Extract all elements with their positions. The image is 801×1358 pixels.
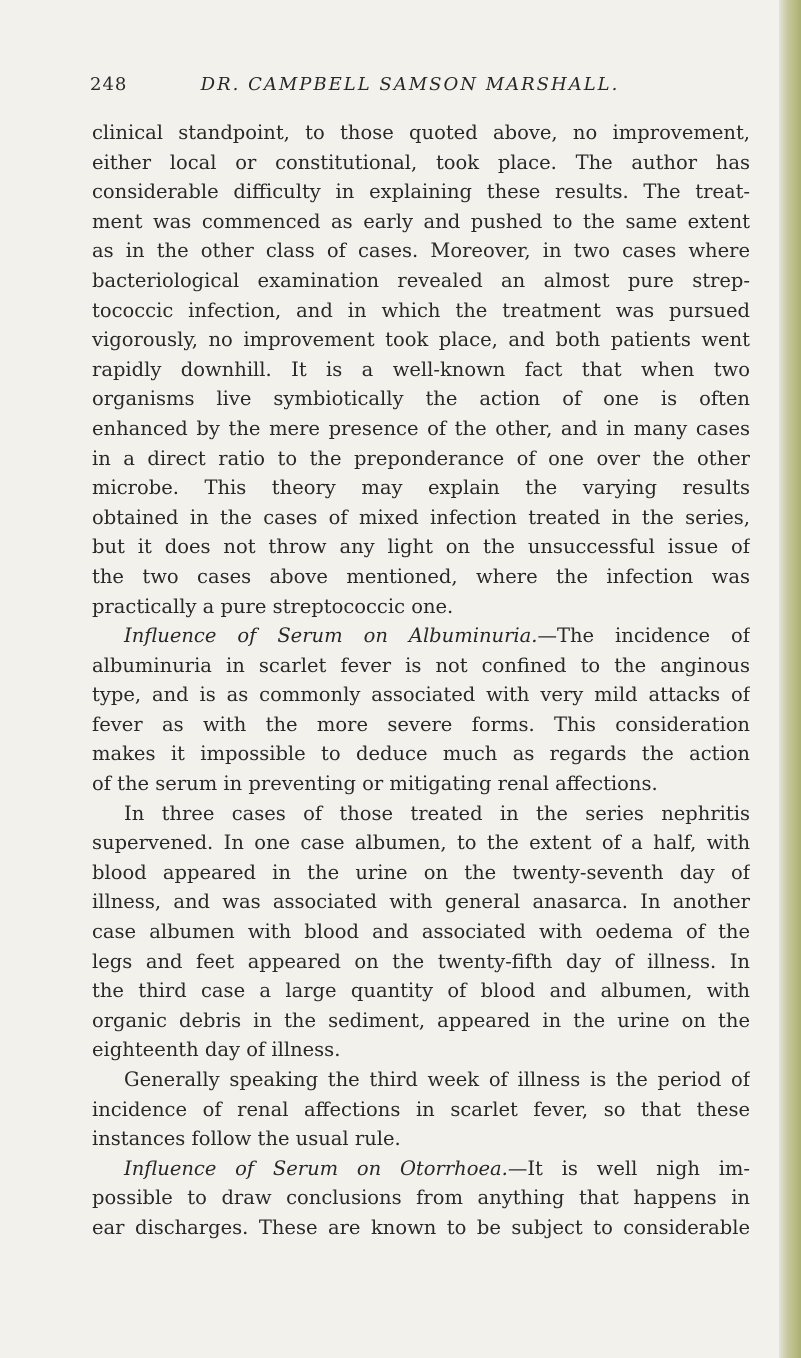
text-line: organisms live symbiotically the action of one is often <box>92 387 750 411</box>
text-fragment: —It is well nigh im- <box>507 1156 750 1180</box>
text-line: instances follow the usual rule. <box>92 1127 401 1151</box>
section-heading-line <box>92 621 750 651</box>
text-line: blood appeared in the urine on the twenty-seventh day of <box>92 860 750 884</box>
text-line: albuminuria in scarlet fever is not confined to the anginous <box>92 653 750 677</box>
text-fragment: —The incidence of <box>537 624 750 648</box>
text-line: incidence of renal affections in scarlet fever, so that these <box>92 1097 750 1121</box>
text-line: bacteriological examination revealed an almost pure strep- <box>92 268 750 292</box>
text-line: clinical standpoint, to those quoted above, no improvement, <box>92 121 750 144</box>
text-line: obtained in the cases of mixed infection treated in the series, <box>92 505 750 529</box>
text-line: Generally speaking the third week of illness is the period of <box>124 1068 750 1091</box>
text-line: makes it impossible to deduce much as regards the action <box>92 742 750 766</box>
text-line: vigorously, no improvement took place, and both patients went <box>92 328 750 352</box>
text-line: the two cases above mentioned, where the infection was <box>92 564 750 588</box>
text-line: in a direct ratio to the preponderance of one over the other <box>92 446 750 470</box>
text-line: tococcic infection, and in which the treatment was pursued <box>92 298 750 322</box>
text-line: practically a pure streptococcic one. <box>92 594 454 618</box>
text-line: organic debris in the sediment, appeared in the urine on the <box>92 1008 750 1032</box>
text-line: but it does not throw any light on the unsuccessful issue of <box>92 535 750 559</box>
body-text <box>92 118 750 1243</box>
text-line: either local or constitutional, took place. The author has <box>92 150 750 174</box>
text-line: rapidly downhill. It is a well-known fact that when two <box>92 357 750 381</box>
text-line: enhanced by the mere presence of the other, and in many cases <box>92 416 750 440</box>
text-line: microbe. This theory may explain the varying results <box>92 476 750 500</box>
text-line: legs and feet appeared on the twenty-fifth day of illness. In <box>92 949 750 973</box>
text-line: the third case a large quantity of blood and albumen, with <box>92 979 750 1003</box>
text-line: fever as with the more severe forms. This consideration <box>92 712 750 736</box>
running-head: DR. CAMPBELL SAMSON MARSHALL. <box>200 74 620 95</box>
text-line: ear discharges. These are known to be subject to considerable <box>92 1215 750 1239</box>
text-line: case albumen with blood and associated with oedema of the <box>92 920 750 944</box>
section-heading-otorrhoea: Influence of Serum on Otorrhoea. <box>124 1156 508 1180</box>
section-heading-line <box>92 1154 750 1184</box>
text-line: ment was commenced as early and pushed to the same extent <box>92 209 750 233</box>
text-line: type, and is as commonly associated with very mild attacks of <box>92 683 750 707</box>
text-line: illness, and was associated with general anasarca. In another <box>92 890 750 914</box>
section-heading-albuminuria: Influence of Serum on Albuminuria. <box>124 624 538 648</box>
page-number: 248 <box>90 74 128 95</box>
text-line: as in the other class of cases. Moreover, in two cases where <box>92 239 750 263</box>
page-header <box>90 74 730 104</box>
text-line: possible to draw conclusions from anything that happens in <box>92 1186 750 1210</box>
text-line: In three cases of those treated in the series nephritis <box>124 801 750 825</box>
text-line: of the serum in preventing or mitigating renal affections. <box>92 772 658 796</box>
page-edge-shadow <box>779 0 801 1358</box>
text-line: eighteenth day of illness. <box>92 1038 341 1062</box>
text-line: supervened. In one case albumen, to the extent of a half, with <box>92 831 750 855</box>
text-line: considerable difficulty in explaining these results. The treat- <box>92 180 750 204</box>
